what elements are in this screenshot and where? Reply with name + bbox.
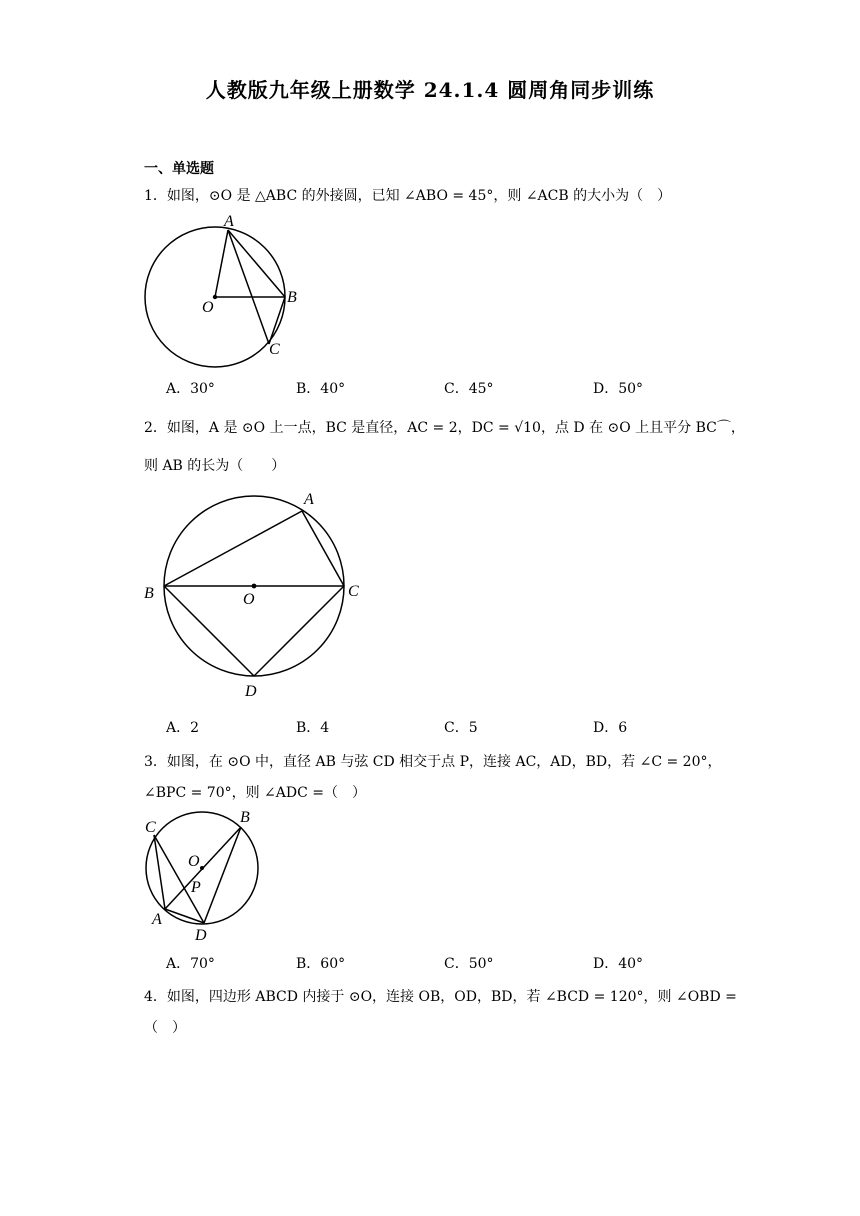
question-2-stem-line2: 则 AB 的长为（ ） bbox=[144, 458, 286, 474]
q1-option-c[interactable]: C．45° bbox=[444, 381, 494, 397]
q1-option-d[interactable]: D．50° bbox=[593, 381, 644, 397]
label-A: A bbox=[304, 491, 314, 508]
label-B: B bbox=[287, 289, 297, 306]
q3-option-a[interactable]: A．70° bbox=[166, 956, 215, 972]
question-1-figure bbox=[140, 210, 310, 370]
label-B: B bbox=[240, 809, 250, 826]
q3-option-c[interactable]: C．50° bbox=[444, 956, 494, 972]
label-C: C bbox=[348, 583, 359, 600]
question-2-stem-line1: 2．如图，A 是 ⊙O 上一点，BC 是直径，AC = 2，DC = √10，点 D 在 ⊙O 上且平分 BC⌒， bbox=[144, 420, 745, 436]
q1-option-b[interactable]: B．40° bbox=[296, 381, 346, 397]
q2-option-a[interactable]: A．2 bbox=[166, 720, 200, 736]
label-O: O bbox=[188, 853, 200, 870]
q2-option-b[interactable]: B．4 bbox=[296, 720, 330, 736]
label-D: D bbox=[195, 927, 207, 944]
question-4-stem-line2: （ ） bbox=[144, 1020, 186, 1036]
label-C: C bbox=[145, 819, 156, 836]
question-1-stem: 1．如图，⊙O 是 △ABC 的外接圆，已知 ∠ABO = 45°，则 ∠ACB 的大小为（ ） bbox=[144, 188, 672, 204]
question-3-figure bbox=[140, 808, 270, 948]
q3-option-b[interactable]: B．60° bbox=[296, 956, 346, 972]
question-3-stem-line1: 3．如图，在 ⊙O 中，直径 AB 与弦 CD 相交于点 P，连接 AC，AD，BD，若 ∠C = 20°， bbox=[144, 754, 722, 770]
q3-option-d[interactable]: D．40° bbox=[593, 956, 644, 972]
question-4-stem-line1: 4．如图，四边形 ABCD 内接于 ⊙O，连接 OB，OD，BD，若 ∠BCD = 120°，则 ∠OBD = bbox=[144, 989, 737, 1005]
question-3-stem-line2: ∠BPC = 70°，则 ∠ADC =（ ） bbox=[144, 785, 367, 801]
page-title: 人教版九年级上册数学 24.1.4 圆周角同步训练 bbox=[205, 78, 655, 102]
label-P: P bbox=[191, 879, 201, 896]
q1-option-a[interactable]: A．30° bbox=[166, 381, 215, 397]
question-2-figure bbox=[140, 484, 370, 704]
label-D: D bbox=[245, 683, 257, 700]
q2-option-d[interactable]: D．6 bbox=[593, 720, 628, 736]
q2-option-c[interactable]: C．5 bbox=[444, 720, 478, 736]
label-C: C bbox=[269, 341, 280, 358]
label-O: O bbox=[243, 591, 255, 608]
label-O: O bbox=[202, 299, 214, 316]
label-B: B bbox=[144, 585, 154, 602]
section-heading: 一、单选题 bbox=[144, 161, 214, 177]
label-A: A bbox=[152, 911, 162, 928]
label-A: A bbox=[224, 213, 234, 230]
